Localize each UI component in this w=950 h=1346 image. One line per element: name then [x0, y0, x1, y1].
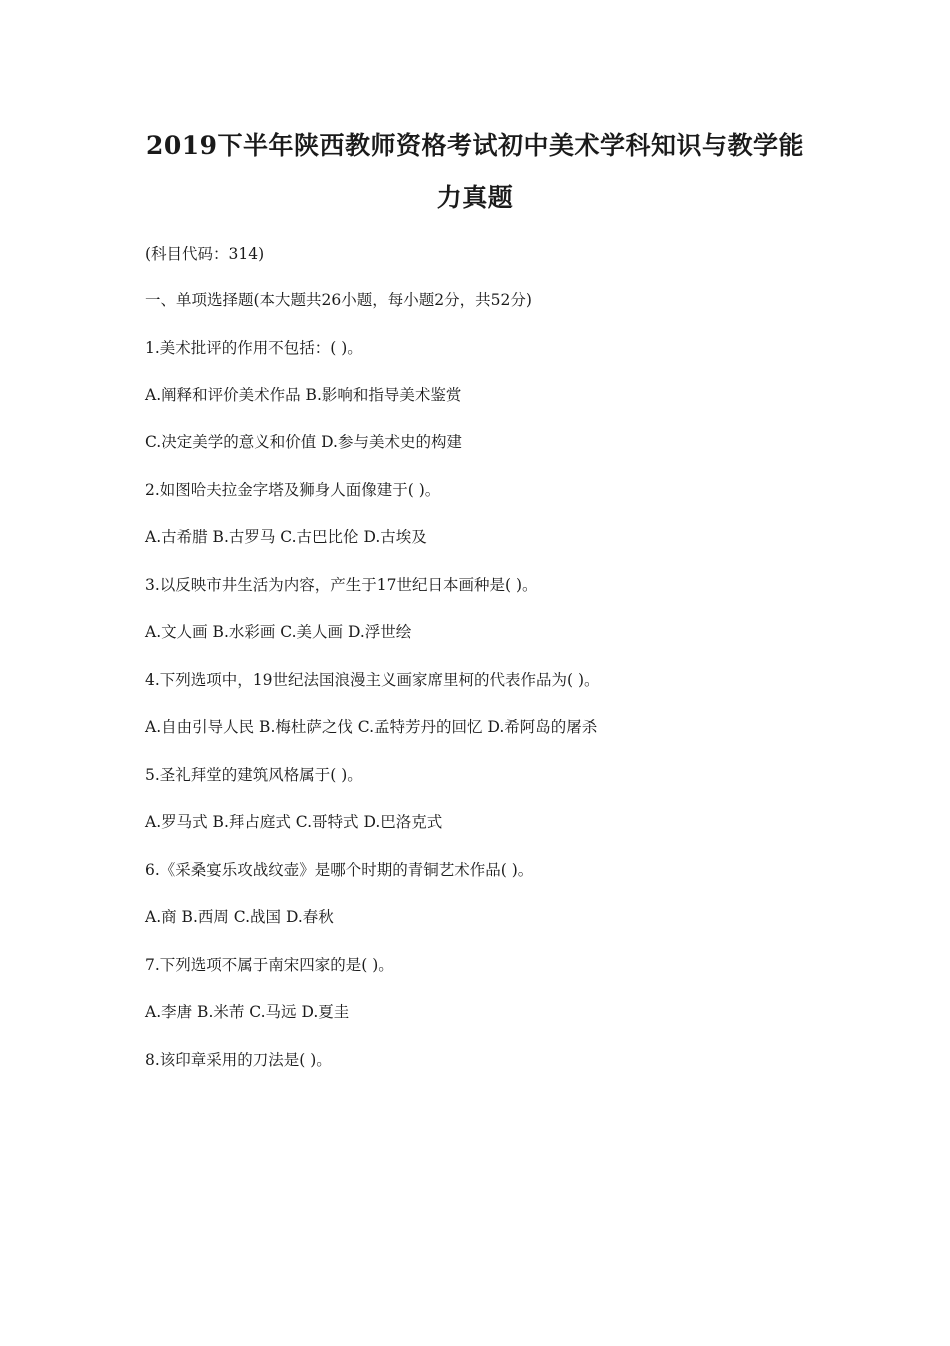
question-5: 5.圣礼拜堂的建筑风格属于( )。 — [145, 766, 363, 784]
question-5-options: A.罗马式 B.拜占庭式 C.哥特式 D.巴洛克式 — [145, 813, 443, 831]
question-4: 4.下列选项中，19世纪法国浪漫主义画家席里柯的代表作品为( )。 — [145, 671, 600, 689]
question-1-options-cd: C.决定美学的意义和价值 D.参与美术史的构建 — [145, 433, 462, 451]
section-heading: 一、单项选择题(本大题共26小题，每小题2分，共52分) — [145, 291, 532, 309]
question-1-options-ab: A.阐释和评价美术作品 B.影响和指导美术鉴赏 — [145, 386, 462, 404]
question-6-options: A.商 B.西周 C.战国 D.春秋 — [145, 908, 334, 926]
question-7-options: A.李唐 B.米芾 C.马远 D.夏圭 — [145, 1003, 350, 1021]
question-1: 1.美术批评的作用不包括：( )。 — [145, 339, 363, 357]
question-3-options: A.文人画 B.水彩画 C.美人画 D.浮世绘 — [145, 623, 412, 641]
question-8: 8.该印章采用的刀法是( )。 — [145, 1051, 332, 1069]
document-title-line2: 力真题 — [436, 183, 514, 212]
question-3: 3.以反映市井生活为内容，产生于17世纪日本画种是( )。 — [145, 576, 538, 594]
question-6: 6.《采桑宴乐攻战纹壶》是哪个时期的青铜艺术作品( )。 — [145, 861, 534, 879]
question-7: 7.下列选项不属于南宋四家的是( )。 — [145, 956, 394, 974]
question-2-options: A.古希腊 B.古罗马 C.古巴比伦 D.古埃及 — [145, 528, 427, 546]
subject-code: (科目代码：314) — [145, 245, 265, 263]
question-4-options: A.自由引导人民 B.梅杜萨之伐 C.孟特芳丹的回忆 D.希阿岛的屠杀 — [145, 718, 598, 736]
document-title-line1: 2019下半年陕西教师资格考试初中美术学科知识与教学能 — [145, 131, 805, 160]
question-2: 2.如图哈夫拉金字塔及狮身人面像建于( )。 — [145, 481, 441, 499]
